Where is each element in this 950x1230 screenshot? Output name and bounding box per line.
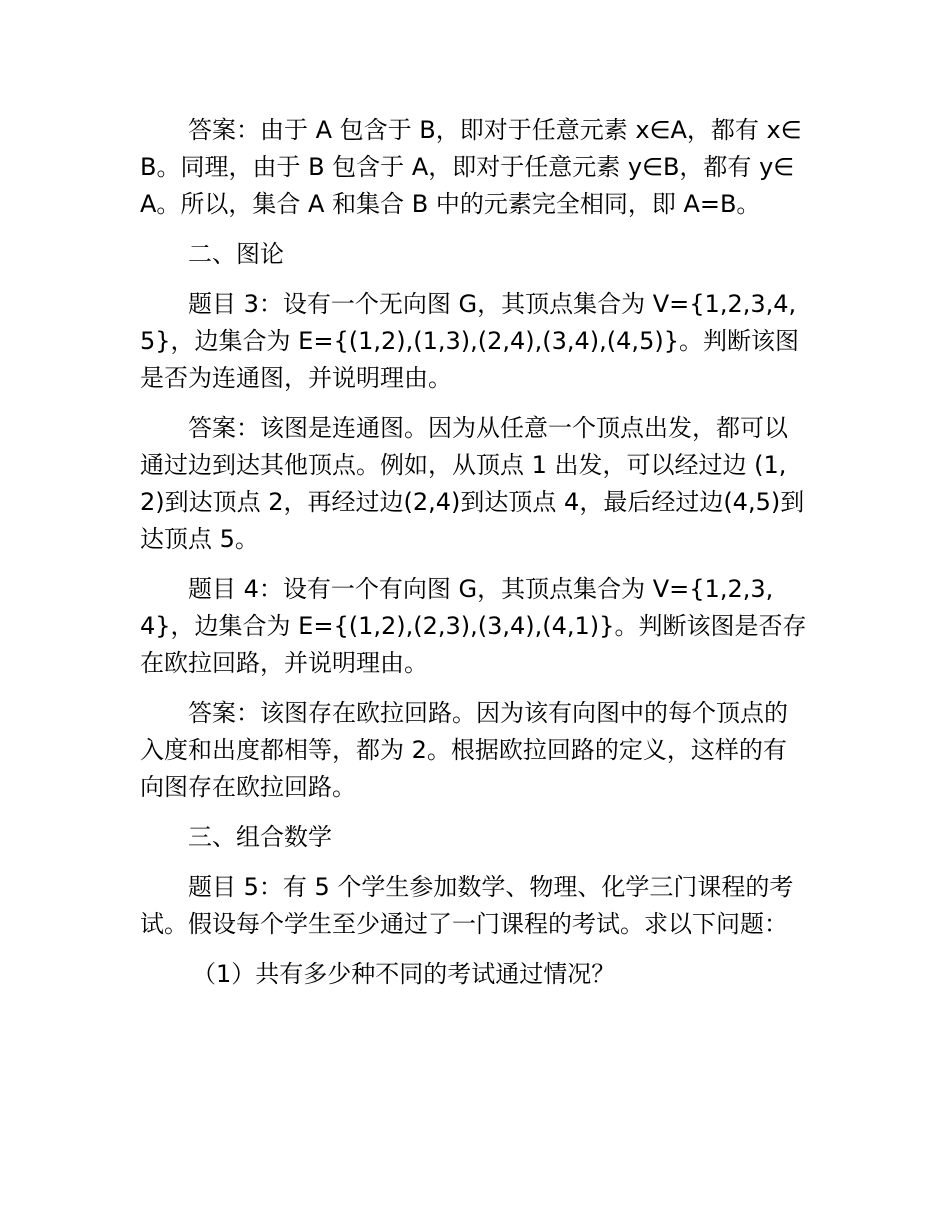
answer-3: 答案：该图是连通图。因为从任意一个顶点出发，都可以通过边到达其他顶点。例如，从顶点 1 出发，可以经过边 (1,2)到达顶点 2，再经过边(2,4)到达顶点 4，最后经过边(4,5)到达顶点 5。 <box>140 414 805 553</box>
section-heading-graph-theory: 二、图论 <box>188 240 284 268</box>
section-heading-combinatorics: 三、组合数学 <box>188 823 332 851</box>
question-4: 题目 4：设有一个有向图 G，其顶点集合为 V={1,2,3,4}，边集合为 E={(1,2),(2,3),(3,4),(4,1)}。判断该图是否存在欧拉回路，并说明理由。 <box>140 575 807 677</box>
question-3: 题目 3：设有一个无向图 G，其顶点集合为 V={1,2,3,4,5}，边集合为 E={(1,2),(1,3),(2,4),(3,4),(4,5)}。判断该图是否为连通图，并说明理由。 <box>140 290 799 392</box>
answer-set-equality: 答案：由于 A 包含于 B，即对于任意元素 x∈A，都有 x∈B。同理，由于 B 包含于 A，即对于任意元素 y∈B，都有 y∈A。所以，集合 A 和集合 B 中的元素完全相同，即 A=B。 <box>140 116 802 218</box>
question-5-part-1: （1）共有多少种不同的考试通过情况？ <box>192 960 616 988</box>
document-page <box>140 112 810 1006</box>
answer-4: 答案：该图存在欧拉回路。因为该有向图中的每个顶点的入度和出度都相等，都为 2。根据欧拉回路的定义，这样的有向图存在欧拉回路。 <box>140 699 788 801</box>
question-5: 题目 5：有 5 个学生参加数学、物理、化学三门课程的考试。假设每个学生至少通过了一门课程的考试。求以下问题： <box>140 873 794 938</box>
